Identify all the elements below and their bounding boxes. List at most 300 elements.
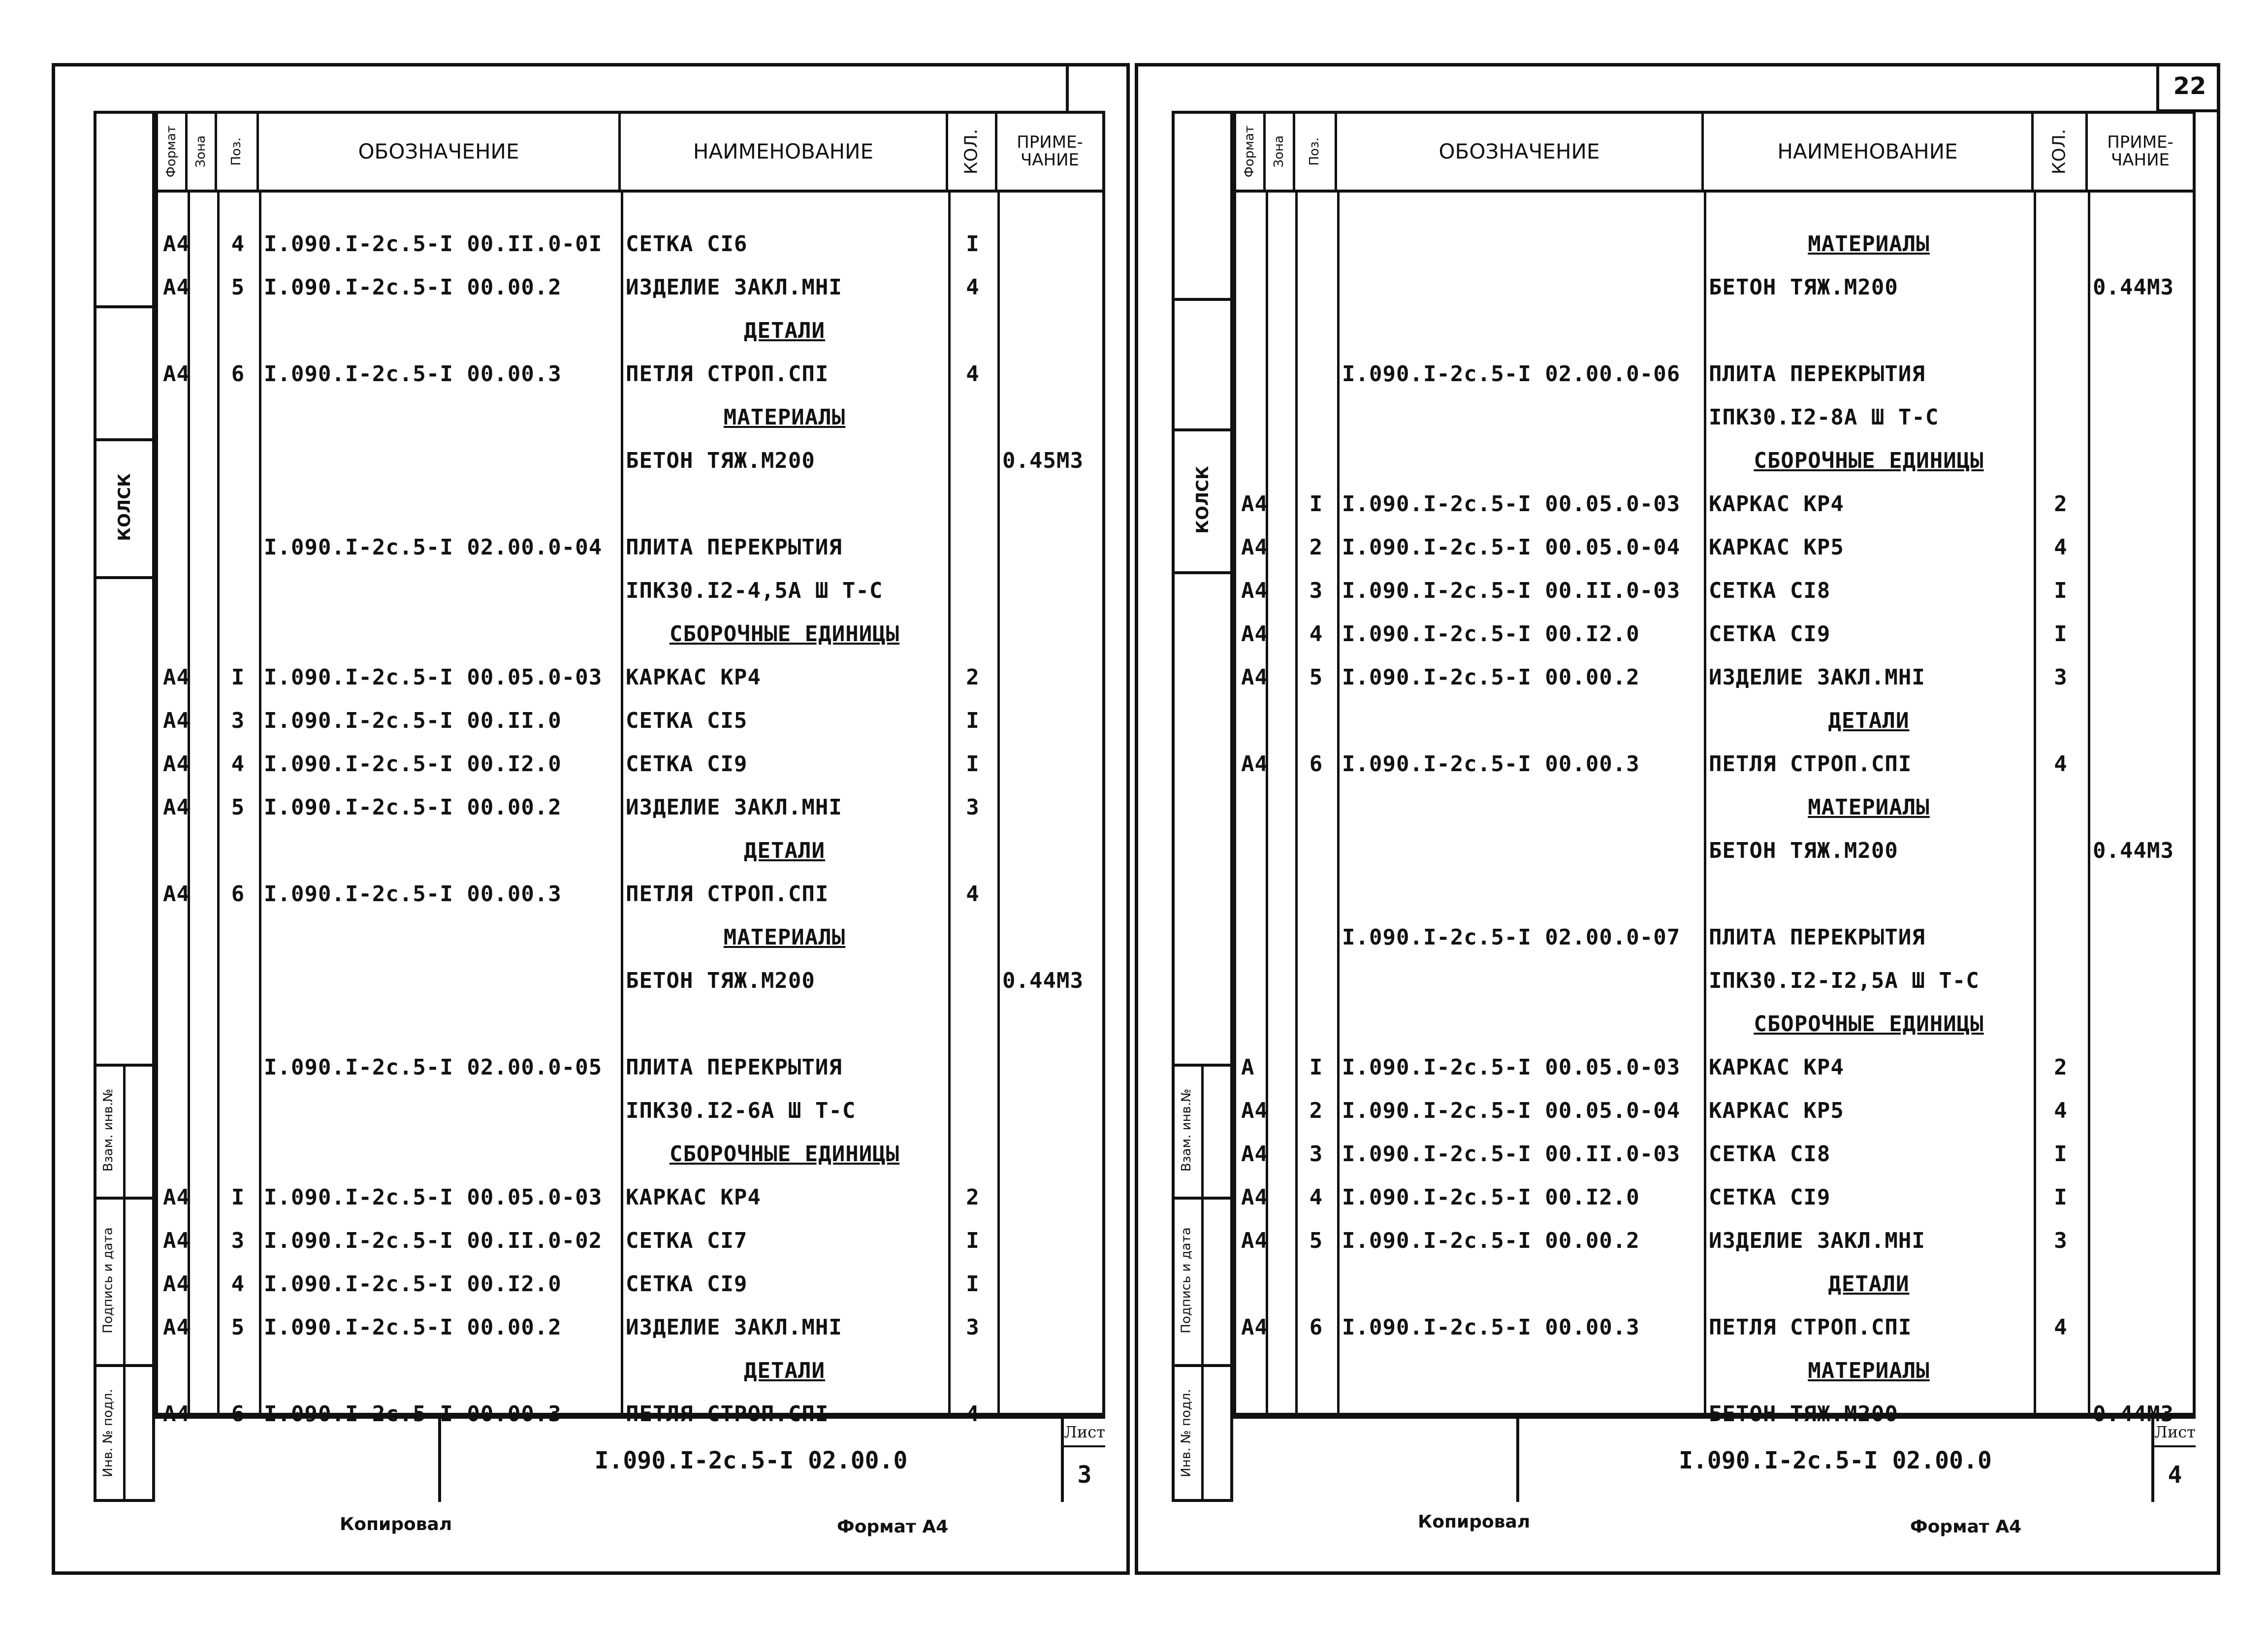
row-designation: I.090.I-2с.5-I 00.00.2: [1342, 664, 1640, 690]
row-quantity: [948, 612, 997, 655]
row-designation: I.090.I-2с.5-I 02.00.0-04: [264, 534, 603, 560]
row-section-heading: СБОРОЧНЫЕ ЕДИНИЦЫ: [1754, 448, 1984, 473]
row-section-heading: МАТЕРИАЛЫ: [1808, 1358, 1930, 1383]
row-format: [1236, 439, 1295, 482]
right-spec-table: [1233, 111, 2196, 1427]
row-designation: [259, 1089, 621, 1132]
row-quantity: I: [966, 751, 980, 777]
left-stamp-code: I.090.I-2с.5-I 02.00.0: [438, 1419, 1061, 1502]
row-note: [997, 915, 1102, 959]
row-format: А4: [1241, 621, 1268, 647]
row-name: ИЗДЕЛИЕ ЗАКЛ.МНI: [626, 274, 842, 300]
row-quantity: 2: [2054, 491, 2068, 517]
row-designation: [259, 959, 621, 1002]
row-note: 0.44М3: [2093, 838, 2174, 863]
spec-row: [1236, 742, 2193, 785]
row-section-heading: ДЕТАЛИ: [744, 838, 825, 863]
row-section-heading: СБОРОЧНЫЕ ЕДИНИЦЫ: [669, 1141, 900, 1167]
row-format: А4: [1241, 1314, 1268, 1340]
row-note: [997, 1089, 1102, 1132]
row-designation: I.090.I-2с.5-I 00.II.0-0I: [264, 231, 603, 257]
row-format: А4: [1241, 664, 1268, 690]
row-designation: I.090.I-2с.5-I 00.00.2: [264, 274, 562, 300]
row-format: [1236, 915, 1295, 959]
row-position: [1295, 699, 1337, 742]
row-quantity: [2034, 222, 2088, 265]
spec-row: [158, 1305, 1102, 1349]
row-quantity: 2: [966, 1184, 980, 1210]
row-name: IПК30.I2-6А Ш Т-С: [626, 1098, 856, 1123]
row-position: [1295, 1262, 1337, 1305]
row-name: БЕТОН ТЯЖ.М200: [626, 968, 815, 993]
row-note: [997, 612, 1102, 655]
spec-row: [158, 742, 1102, 785]
spec-row: [158, 959, 1102, 1002]
row-note: [2088, 439, 2193, 482]
row-designation: I.090.I-2с.5-I 00.05.0-03: [264, 1184, 603, 1210]
left-sidebar-vzam-inv: Взам. инв.№: [101, 1088, 116, 1172]
row-format: А4: [1241, 534, 1268, 560]
row-quantity: I: [966, 231, 980, 257]
row-note: [2088, 785, 2193, 829]
row-position: [217, 569, 259, 612]
row-format: [1236, 699, 1295, 742]
row-position: [217, 482, 259, 525]
row-position: [1295, 439, 1337, 482]
row-format: [1236, 785, 1295, 829]
row-note: [997, 872, 1102, 915]
row-position: I: [1309, 491, 1323, 517]
row-quantity: [2034, 829, 2088, 872]
row-note: [997, 1349, 1102, 1392]
row-position: 3: [231, 708, 245, 733]
spec-row: [158, 569, 1102, 612]
row-quantity: [2034, 309, 2088, 352]
row-quantity: [948, 569, 997, 612]
row-name: КАРКАС КР5: [1709, 534, 1844, 560]
row-designation: [1337, 959, 1704, 1002]
row-designation: [259, 569, 621, 612]
spec-row: [1236, 352, 2193, 395]
left-sheet-label: Лист: [1064, 1419, 1105, 1447]
row-position: 5: [1309, 664, 1323, 690]
row-name: ПЕТЛЯ СТРОП.СПI: [626, 881, 829, 907]
row-note: [997, 1305, 1102, 1349]
row-name: СЕТКА СI8: [1709, 578, 1831, 603]
row-note: [997, 352, 1102, 395]
header-zone: Зона: [188, 114, 217, 193]
row-note: [2088, 699, 2193, 742]
row-position: 6: [231, 881, 245, 907]
spec-row: [1236, 1219, 2193, 1262]
row-note: [997, 1132, 1102, 1175]
row-format: [158, 482, 217, 525]
row-name: ИЗДЕЛИЕ ЗАКЛ.МНI: [626, 794, 842, 820]
row-name: СЕТКА СI8: [1709, 1141, 1831, 1167]
row-note: 0.45М3: [1002, 448, 1084, 473]
row-quantity: I: [966, 1271, 980, 1297]
row-section-heading: СБОРОЧНЫЕ ЕДИНИЦЫ: [669, 621, 900, 647]
header-format: Формат: [158, 114, 188, 193]
right-sidebar-vzam-inv: Взам. инв.№: [1179, 1088, 1194, 1172]
row-designation: [259, 309, 621, 352]
row-name: ПЕТЛЯ СТРОП.СПI: [626, 361, 829, 387]
row-note: [2088, 1349, 2193, 1392]
row-format: А4: [163, 664, 190, 690]
row-position: [1295, 309, 1337, 352]
row-note: [2088, 915, 2193, 959]
row-designation: [259, 439, 621, 482]
row-name: [621, 482, 948, 525]
row-position: [1295, 1002, 1337, 1045]
spec-row: [1236, 265, 2193, 309]
row-quantity: 4: [966, 881, 980, 907]
row-designation: [1337, 1349, 1704, 1392]
row-designation: I.090.I-2с.5-I 00.05.0-03: [1342, 491, 1681, 517]
row-designation: [259, 612, 621, 655]
row-name: КАРКАС КР4: [626, 1184, 761, 1210]
row-position: [217, 1349, 259, 1392]
row-position: [1295, 915, 1337, 959]
row-position: [217, 1089, 259, 1132]
spec-row: [158, 482, 1102, 525]
row-quantity: [948, 959, 997, 1002]
spec-row: [158, 1175, 1102, 1219]
row-quantity: [2034, 959, 2088, 1002]
row-name: [621, 1002, 948, 1045]
right-sheet-label: Лист: [2154, 1419, 2196, 1447]
row-format: А4: [163, 708, 190, 733]
row-quantity: [948, 525, 997, 569]
spec-row: [158, 1132, 1102, 1175]
row-designation: I.090.I-2с.5-I 00.05.0-03: [264, 664, 603, 690]
row-quantity: I: [966, 708, 980, 733]
row-designation: [1337, 699, 1704, 742]
header-designation: ОБОЗНАЧЕНИЕ: [1337, 114, 1704, 193]
row-note: [997, 1002, 1102, 1045]
row-format: А4: [1241, 1098, 1268, 1123]
row-designation: I.090.I-2с.5-I 00.00.3: [1342, 1314, 1640, 1340]
row-quantity: I: [2054, 1184, 2068, 1210]
row-designation: I.090.I-2с.5-I 00.I2.0: [1342, 621, 1640, 647]
row-note: [2088, 1132, 2193, 1175]
row-format: А4: [1241, 578, 1268, 603]
row-name: СЕТКА СI9: [1709, 1184, 1831, 1210]
row-designation: [1337, 222, 1704, 265]
row-format: А4: [163, 1228, 190, 1253]
row-note: [2088, 569, 2193, 612]
row-section-heading: МАТЕРИАЛЫ: [723, 404, 846, 430]
left-sidebar-inv-sub: Инв. № подл.: [101, 1389, 116, 1477]
header-name: НАИМЕНОВАНИЕ: [621, 114, 948, 193]
row-designation: I.090.I-2с.5-I 00.05.0-03: [1342, 1054, 1681, 1080]
row-format: [158, 395, 217, 439]
right-footer-copied: Копировал: [1418, 1512, 1531, 1532]
row-note: [997, 395, 1102, 439]
spec-row: [158, 1262, 1102, 1305]
row-quantity: [948, 1349, 997, 1392]
row-name: IПК30.I2-4,5А Ш Т-С: [626, 578, 883, 603]
row-position: 6: [1309, 1314, 1323, 1340]
spec-row: [1236, 482, 2193, 525]
header-qty: КОЛ.: [948, 114, 997, 193]
row-note: [2088, 482, 2193, 525]
row-section-heading: ДЕТАЛИ: [744, 1358, 825, 1383]
row-designation: [259, 1132, 621, 1175]
row-name: БЕТОН ТЯЖ.М200: [1709, 1401, 1898, 1427]
row-position: 5: [1309, 1228, 1323, 1253]
row-quantity: [948, 1132, 997, 1175]
row-section-heading: ДЕТАЛИ: [1828, 1271, 1910, 1297]
spec-row: [1236, 525, 2193, 569]
row-position: [217, 959, 259, 1002]
row-note: [997, 742, 1102, 785]
row-format: А4: [1241, 751, 1268, 777]
spec-row: [158, 829, 1102, 872]
row-name: ИЗДЕЛИЕ ЗАКЛ.МНI: [1709, 664, 1925, 690]
row-note: [2088, 222, 2193, 265]
header-note: ПРИМЕ-ЧАНИЕ: [2088, 114, 2193, 193]
row-designation: [1337, 829, 1704, 872]
spec-row: [158, 1002, 1102, 1045]
row-format: А4: [163, 751, 190, 777]
row-format: А4: [163, 1184, 190, 1210]
header-note: ПРИМЕ-ЧАНИЕ: [997, 114, 1102, 193]
row-note: [2088, 1045, 2193, 1089]
row-section-heading: ДЕТАЛИ: [744, 318, 825, 343]
header-name: НАИМЕНОВАНИЕ: [1704, 114, 2034, 193]
row-designation: [259, 395, 621, 439]
row-position: [217, 1045, 259, 1089]
row-format: [158, 959, 217, 1002]
row-note: [2088, 395, 2193, 439]
row-designation: I.090.I-2с.5-I 00.II.0-03: [1342, 578, 1681, 603]
row-designation: [1337, 872, 1704, 915]
row-section-heading: СБОРОЧНЫЕ ЕДИНИЦЫ: [1754, 1011, 1984, 1037]
row-position: 3: [231, 1228, 245, 1253]
row-position: I: [231, 1184, 245, 1210]
row-name: СЕТКА СI9: [626, 1271, 748, 1297]
row-designation: I.090.I-2с.5-I 00.00.3: [1342, 751, 1640, 777]
row-quantity: 3: [2054, 664, 2068, 690]
row-position: 4: [1309, 621, 1323, 647]
row-format: [1236, 395, 1295, 439]
row-note: [997, 699, 1102, 742]
row-designation: [259, 482, 621, 525]
row-format: [1236, 1262, 1295, 1305]
spec-row: [1236, 1132, 2193, 1175]
row-format: А4: [163, 881, 190, 907]
row-note: [2088, 742, 2193, 785]
left-footer-copied: Копировал: [340, 1514, 452, 1534]
row-format: [158, 829, 217, 872]
row-designation: I.090.I-2с.5-I 00.05.0-04: [1342, 534, 1681, 560]
row-quantity: 2: [2054, 1054, 2068, 1080]
row-position: [217, 439, 259, 482]
row-position: [1295, 222, 1337, 265]
row-position: I: [1309, 1054, 1323, 1080]
row-position: 3: [1309, 1141, 1323, 1167]
row-name: IПК30.I2-8А Ш Т-С: [1709, 404, 1939, 430]
row-designation: [259, 829, 621, 872]
row-quantity: [948, 395, 997, 439]
right-sidebar-sign-date: Подпись и дата: [1179, 1227, 1194, 1334]
row-designation: I.090.I-2с.5-I 00.I2.0: [264, 751, 562, 777]
row-quantity: [948, 309, 997, 352]
row-position: 6: [231, 1401, 245, 1427]
spec-row: [158, 525, 1102, 569]
row-note: [997, 829, 1102, 872]
row-position: 4: [231, 751, 245, 777]
row-position: [217, 915, 259, 959]
row-format: [158, 525, 217, 569]
row-name: СЕТКА СI9: [626, 751, 748, 777]
row-format: [158, 1349, 217, 1392]
spec-row: [1236, 915, 2193, 959]
row-designation: [1337, 309, 1704, 352]
row-note: [2088, 872, 2193, 915]
row-name: КАРКАС КР4: [1709, 1054, 1844, 1080]
row-position: [217, 1002, 259, 1045]
right-stamp-code: I.090.I-2с.5-I 02.00.0: [1516, 1419, 2151, 1502]
row-position: 5: [231, 1314, 245, 1340]
left-sheet-top-tab: [1066, 63, 1130, 111]
row-quantity: [2034, 699, 2088, 742]
row-name: ИЗДЕЛИЕ ЗАКЛ.МНI: [1709, 1228, 1925, 1253]
row-quantity: [2034, 915, 2088, 959]
row-section-heading: ДЕТАЛИ: [1828, 708, 1910, 733]
row-quantity: 3: [966, 1314, 980, 1340]
row-position: 4: [1309, 1184, 1323, 1210]
spec-row: [1236, 222, 2193, 265]
spec-row: [1236, 655, 2193, 699]
header-format: Формат: [1236, 114, 1266, 193]
row-position: [1295, 352, 1337, 395]
row-note: [997, 1262, 1102, 1305]
spec-row: [1236, 309, 2193, 352]
row-format: [158, 1089, 217, 1132]
row-note: [2088, 1305, 2193, 1349]
row-note: [997, 1219, 1102, 1262]
row-name: ПЕТЛЯ СТРОП.СПI: [626, 1401, 829, 1427]
spec-row: [158, 439, 1102, 482]
row-format: [158, 1132, 217, 1175]
row-quantity: 4: [2054, 534, 2068, 560]
row-position: [217, 525, 259, 569]
row-section-heading: МАТЕРИАЛЫ: [1808, 794, 1930, 820]
row-note: 0.44М3: [2093, 1401, 2174, 1427]
row-name: ПЛИТА ПЕРЕКРЫТИЯ: [626, 534, 842, 560]
spec-row: [1236, 1349, 2193, 1392]
right-stamp-sheet: [2151, 1419, 2196, 1502]
row-name: ПЛИТА ПЕРЕКРЫТИЯ: [1709, 924, 1925, 950]
spec-row: [158, 785, 1102, 829]
spec-row: [158, 612, 1102, 655]
spec-row: [158, 655, 1102, 699]
row-format: А4: [1241, 1141, 1268, 1167]
spec-row: [1236, 1175, 2193, 1219]
row-quantity: [2034, 395, 2088, 439]
row-quantity: I: [2054, 578, 2068, 603]
row-format: [158, 1002, 217, 1045]
row-quantity: I: [2054, 1141, 2068, 1167]
spec-row: [1236, 1002, 2193, 1045]
row-name: ИЗДЕЛИЕ ЗАКЛ.МНI: [626, 1314, 842, 1340]
row-format: А4: [1241, 1228, 1268, 1253]
row-name: БЕТОН ТЯЖ.М200: [1709, 838, 1898, 863]
row-designation: I.090.I-2с.5-I 00.II.0-02: [264, 1228, 603, 1253]
spec-row: [158, 1349, 1102, 1392]
row-format: [1236, 829, 1295, 872]
row-note: [997, 1045, 1102, 1089]
row-position: 4: [231, 231, 245, 257]
row-designation: I.090.I-2с.5-I 00.II.0: [264, 708, 562, 733]
row-format: [158, 569, 217, 612]
row-note: [2088, 1262, 2193, 1305]
right-sidebar-kolsk: КОЛСК: [1192, 466, 1213, 534]
spec-row: [158, 1045, 1102, 1089]
row-position: [1295, 1349, 1337, 1392]
left-spec-table: [155, 111, 1105, 1427]
spec-row: [1236, 439, 2193, 482]
row-section-heading: МАТЕРИАЛЫ: [723, 924, 846, 950]
right-stamp: [1233, 1416, 2196, 1502]
row-position: [217, 1132, 259, 1175]
row-note: [997, 1175, 1102, 1219]
row-quantity: 3: [2054, 1228, 2068, 1253]
row-quantity: [948, 1002, 997, 1045]
row-name: СЕТКА СI5: [626, 708, 748, 733]
page-number: 22: [2156, 63, 2220, 112]
row-position: [1295, 265, 1337, 309]
spec-row: [1236, 1089, 2193, 1132]
header-zone: Зона: [1266, 114, 1295, 193]
row-designation: I.090.I-2с.5-I 02.00.0-06: [1342, 361, 1681, 387]
row-name: [1704, 872, 2034, 915]
left-stamp-sheet: [1061, 1419, 1105, 1502]
row-format: А4: [163, 1401, 190, 1427]
row-position: [1295, 959, 1337, 1002]
row-designation: I.090.I-2с.5-I 00.00.2: [264, 794, 562, 820]
row-name: ПЛИТА ПЕРЕКРЫТИЯ: [626, 1054, 842, 1080]
row-designation: [1337, 1002, 1704, 1045]
row-format: А4: [1241, 1184, 1268, 1210]
row-format: А: [1241, 1054, 1255, 1080]
row-name: КАРКАС КР5: [1709, 1098, 1844, 1123]
row-note: [997, 655, 1102, 699]
row-name: СЕТКА СI9: [1709, 621, 1831, 647]
row-position: 5: [231, 794, 245, 820]
row-quantity: [2034, 439, 2088, 482]
row-format: А4: [163, 361, 190, 387]
left-rows: [158, 222, 1102, 1427]
spec-row: [1236, 959, 2193, 1002]
spec-row: [1236, 1262, 2193, 1305]
row-note: [2088, 1002, 2193, 1045]
row-designation: [259, 915, 621, 959]
row-format: А4: [163, 1271, 190, 1297]
row-format: А4: [163, 1314, 190, 1340]
row-quantity: [2034, 1002, 2088, 1045]
row-position: 2: [1309, 1098, 1323, 1123]
row-note: [2088, 309, 2193, 352]
spec-row: [158, 222, 1102, 265]
row-quantity: [948, 439, 997, 482]
row-designation: I.090.I-2с.5-I 00.00.2: [1342, 1228, 1640, 1253]
row-designation: [1337, 265, 1704, 309]
spec-row: [158, 352, 1102, 395]
row-designation: I.090.I-2с.5-I 00.00.3: [264, 361, 562, 387]
